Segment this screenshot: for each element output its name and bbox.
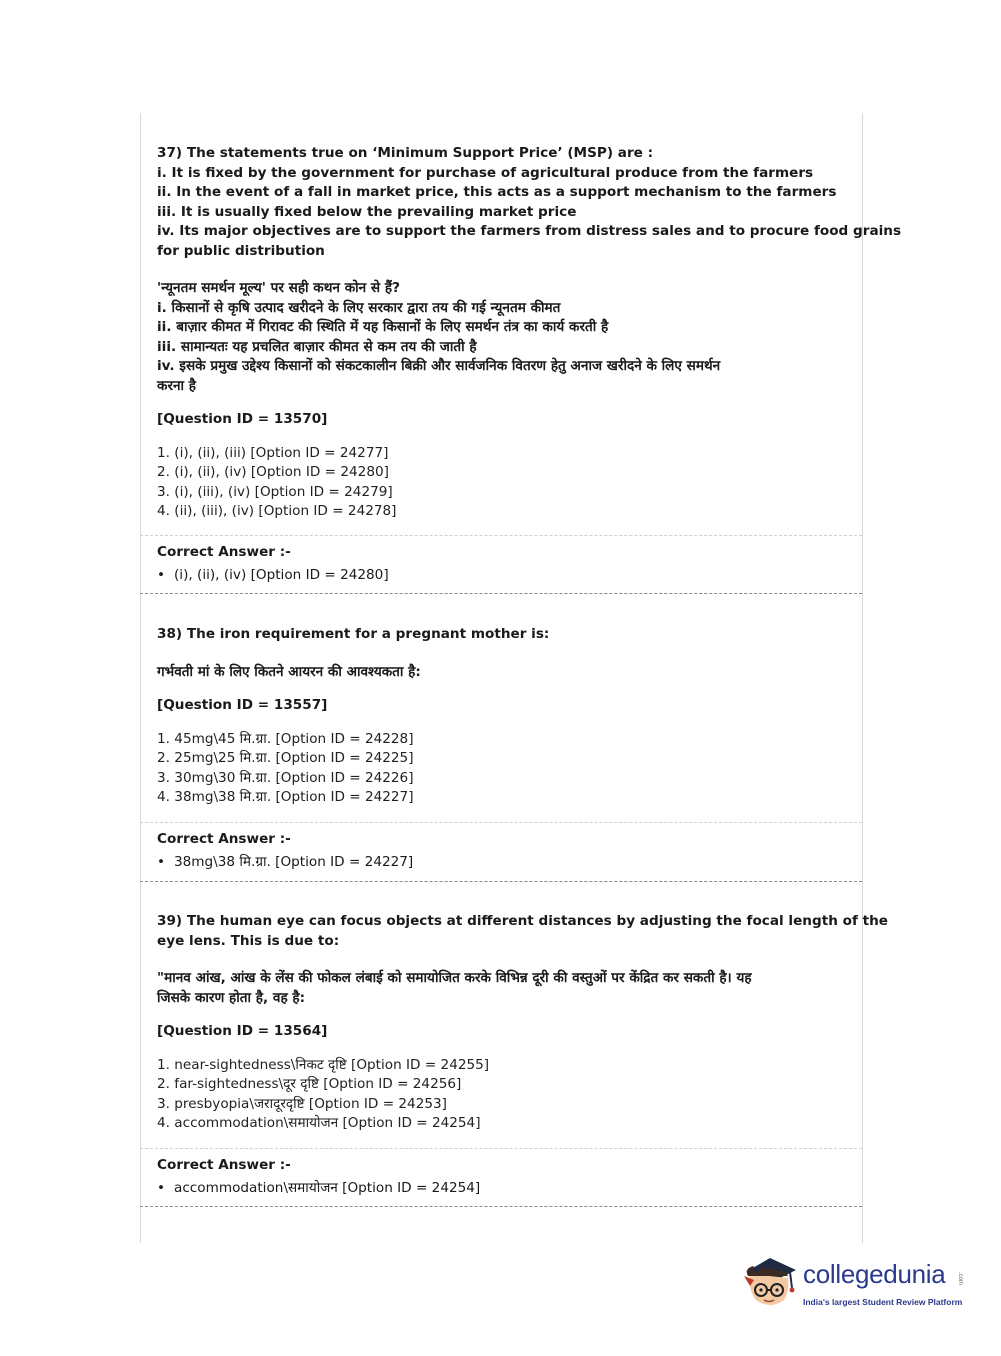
q37-option-4: 4. (ii), (iii), (iv) [Option ID = 24278] <box>157 503 397 519</box>
q39-option-2: 2. far-sightedness\दूर दृष्टि [Option ID = 24256] <box>157 1076 462 1092</box>
correct-answer-label: Correct Answer :- <box>157 1157 291 1173</box>
q37-hi-line: 'न्यूनतम समर्थन मूल्य' पर सही कथन कोन से हैं? <box>157 280 400 296</box>
q38-question-id: [Question ID = 13557] <box>157 697 328 713</box>
q37-en-line: i. It is fixed by the government for purchase of agricultural produce from the farmers <box>157 164 814 181</box>
q37-option-1: 1. (i), (ii), (iii) [Option ID = 24277] <box>157 444 389 461</box>
q39-option-3: 3. presbyopia\जरादूरदृष्टि [Option ID = 24253] <box>157 1095 447 1112</box>
correct-answer-value: • (i), (ii), (iv) [Option ID = 24280] <box>157 565 847 585</box>
q37-en-line: iv. Its major objectives are to support the farmers from distress sales and to procure food grains <box>157 223 902 239</box>
q39-answer <box>157 1156 847 1198</box>
q37-en-line: for public distribution <box>157 242 325 259</box>
collegedunia-logo <box>740 1250 970 1320</box>
q39-en-line: 39) The human eye can focus objects at different distances by adjusting the focal length of the <box>157 913 889 929</box>
q37-hi-line: ii. बाज़ार कीमत में गिरावट की स्थिति में यह किसानों के लिए समर्थन तंत्र का कार्य करती है <box>157 319 609 335</box>
q37-en-line: 37) The statements true on ‘Minimum Support Price’ (MSP) are : <box>157 145 654 161</box>
question-37 <box>157 144 902 522</box>
q38-en-line: 38) The iron requirement for a pregnant mother is: <box>157 626 550 642</box>
logo-name: collegedunia <box>803 1259 946 1289</box>
q37-en-line: iii. It is usually fixed below the prevailing market price <box>157 203 577 220</box>
q39-hi-line: जिसके कारण होता है, वह है: <box>157 989 306 1006</box>
question-38 <box>157 625 847 808</box>
q37-option-2: 2. (i), (ii), (iv) [Option ID = 24280] <box>157 464 389 480</box>
correct-answer-label: Correct Answer :- <box>157 544 291 560</box>
q37-answer <box>157 543 847 585</box>
q38-option-4: 4. 38mg\38 मि.ग्रा. [Option ID = 24227] <box>157 789 414 805</box>
q37-en-line: ii. In the event of a fall in market price, this acts as a support mechanism to the farmers <box>157 184 837 200</box>
logo-tagline: India's largest Student Review Platform <box>803 1297 963 1307</box>
q37-hi-line: iv. इसके प्रमुख उद्देश्य किसानों को संकटकालीन बिक्री और सार्वजनिक वितरण हेतु अनाज खरीदने के लिए समर्थन <box>157 358 721 374</box>
divider <box>140 1148 862 1149</box>
q39-question-id: [Question ID = 13564] <box>157 1023 328 1039</box>
q39-option-1: 1. near-sightedness\निकट दृष्टि [Option ID = 24255] <box>157 1056 490 1073</box>
q37-question-id: [Question ID = 13570] <box>157 411 328 427</box>
q37-option-3: 3. (i), (iii), (iv) [Option ID = 24279] <box>157 483 393 500</box>
q39-hi-line: "मानव आंख, आंख के लेंस की फोकल लंबाई को समायोजित करके विभिन्न दूरी की वस्तुओं पर केंद्रित कर सकती है। यह <box>157 970 752 986</box>
q38-option-3: 3. 30mg\30 मि.ग्रा. [Option ID = 24226] <box>157 769 414 786</box>
correct-answer-value: • accommodation\समायोजन [Option ID = 24254] <box>157 1178 847 1198</box>
correct-answer-value: • 38mg\38 मि.ग्रा. [Option ID = 24227] <box>157 852 847 872</box>
q37-hi-line: करना है <box>157 377 197 394</box>
q38-option-2: 2. 25mg\25 मि.ग्रा. [Option ID = 24225] <box>157 750 414 766</box>
divider <box>140 822 862 823</box>
q37-hi-line: iii. सामान्यतः यह प्रचलित बाज़ार कीमत से कम तय की जाती है <box>157 338 477 355</box>
correct-answer-label: Correct Answer :- <box>157 831 291 847</box>
question-separator <box>140 1206 862 1207</box>
q37-hi-line: i. किसानों से कृषि उत्पाद खरीदने के लिए सरकार द्वारा तय की गई न्यूनतम कीमत <box>157 299 561 316</box>
q38-option-1: 1. 45mg\45 मि.ग्रा. [Option ID = 24228] <box>157 730 414 747</box>
q39-option-4: 4. accommodation\समायोजन [Option ID = 24254] <box>157 1115 481 1131</box>
q38-answer <box>157 830 847 872</box>
q39-en-line: eye lens. This is due to: <box>157 932 340 949</box>
question-separator <box>140 593 862 594</box>
divider <box>140 535 862 536</box>
q38-hi-line: गर्भवती मां के लिए कितने आयरन की आवश्यकता है: <box>157 663 421 680</box>
mascot-icon <box>740 1250 802 1312</box>
question-separator <box>140 881 862 882</box>
question-39 <box>157 912 889 1134</box>
logo-dotcom: .com <box>957 1272 963 1286</box>
